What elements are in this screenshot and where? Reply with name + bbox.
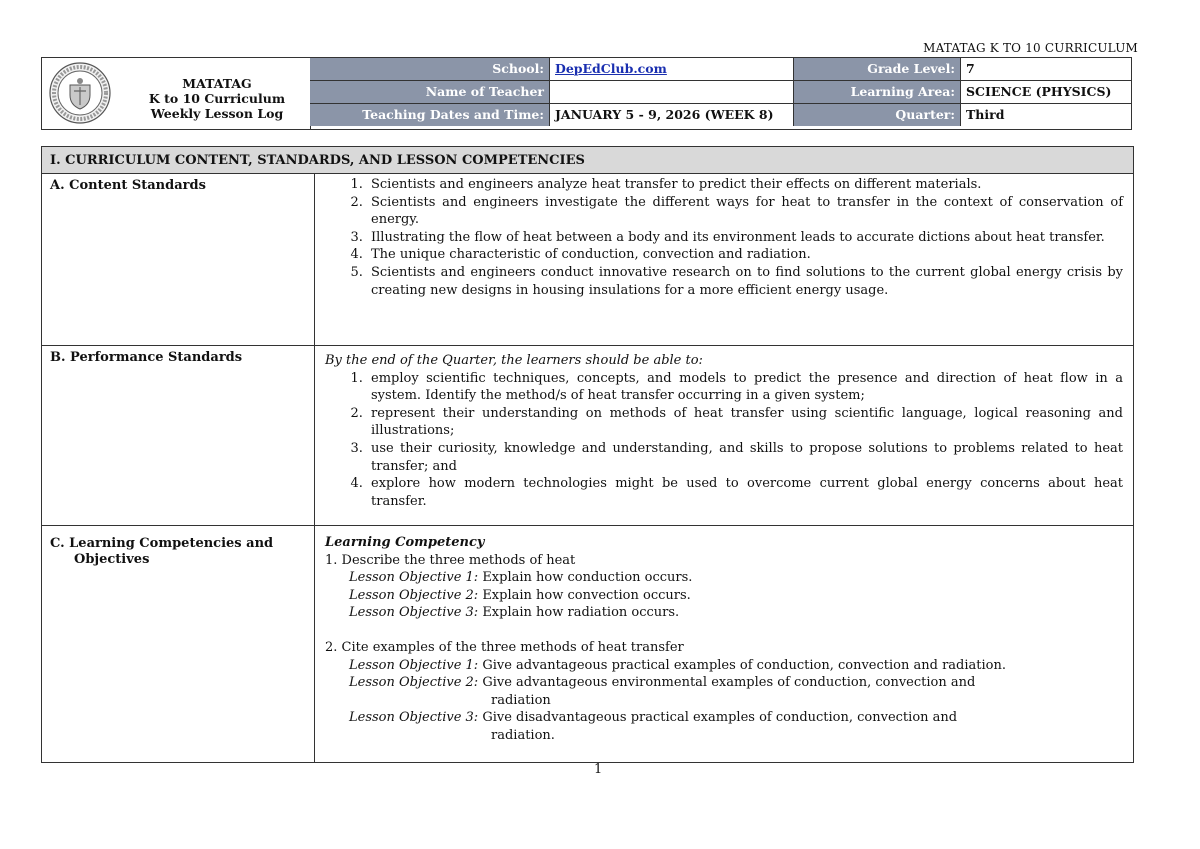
quarter-label: Quarter: xyxy=(794,104,961,126)
lesson-objective: Lesson Objective 3: Explain how radiation occurs. xyxy=(349,605,680,621)
performance-standards-text xyxy=(315,346,1133,525)
lesson-log-title: MATATAG K to 10 Curriculum Weekly Lesson Log xyxy=(148,76,286,121)
competencies-text xyxy=(315,526,1133,762)
performance-intro: By the end of the Quarter, the learners should be able to: xyxy=(325,353,703,368)
list-item: 2. represent their understanding on methods of heat transfer using scientific language, logical reasoning and illustrations; xyxy=(367,405,1123,440)
lesson-log-header-table xyxy=(41,57,1132,130)
list-item: 2. Scientists and engineers investigate the different ways for heat to transfer in the context of conservation of energy. xyxy=(367,194,1123,229)
page-number: 1 xyxy=(594,762,603,777)
quarter-value: Third xyxy=(966,107,1005,122)
grade-level-label: Grade Level: xyxy=(794,58,961,80)
lesson-objective: Lesson Objective 1: Explain how conduction occurs. xyxy=(349,570,693,586)
header-row-school xyxy=(310,58,1131,81)
competency-heading: Learning Competency xyxy=(325,535,485,550)
deped-seal-icon xyxy=(48,61,112,125)
teaching-dates-label: Teaching Dates and Time: xyxy=(310,104,550,126)
school-label: School: xyxy=(310,58,550,80)
school-value[interactable]: DepEdClub.com xyxy=(550,58,794,80)
list-item: 4. The unique characteristic of conduction, convection and radiation. xyxy=(367,246,1123,264)
section-title: I. CURRICULUM CONTENT, STANDARDS, AND LESSON COMPETENCIES xyxy=(42,147,1133,174)
header-row-teacher xyxy=(310,81,1131,104)
lesson-objective: Lesson Objective 3: Give disadvantageous practical examples of conduction, convection and xyxy=(349,710,958,726)
lesson-objective: Lesson Objective 2: Explain how convection occurs. xyxy=(349,587,691,603)
competency-1: 1. Describe the three methods of heat xyxy=(325,552,576,568)
lesson-objective-continuation: radiation. xyxy=(491,727,555,743)
content-standards-row xyxy=(42,174,1133,346)
list-item: 1. employ scientific techniques, concepts, and models to predict the presence and direction of heat flow in a system. Identify the method/s of heat transfer occurring in a given system; xyxy=(367,370,1123,405)
lesson-objective-continuation: radiation xyxy=(491,692,551,708)
performance-standards-label: B. Performance Standards xyxy=(42,346,315,525)
content-standards-text xyxy=(315,174,1133,345)
list-item: 4. explore how modern technologies might be used to overcome current global energy concerns about heat transfer. xyxy=(367,475,1123,510)
learning-area-value: SCIENCE (PHYSICS) xyxy=(966,84,1112,99)
header-row-dates xyxy=(310,104,1131,127)
competencies-label: C. Learning Competencies and Objectives xyxy=(42,526,315,762)
content-standards-list xyxy=(325,176,1123,299)
lesson-objective: Lesson Objective 2: Give advantageous environmental examples of conduction, convection and xyxy=(349,675,976,691)
teacher-value xyxy=(550,81,794,103)
competencies-row xyxy=(42,526,1133,762)
content-standards-label: A. Content Standards xyxy=(42,174,315,345)
performance-standards-list xyxy=(325,370,1123,511)
list-item: 5. Scientists and engineers conduct innovative research on to find solutions to the current global energy crisis by creating new designs in housing insulations for a more efficient energy usage. xyxy=(367,264,1123,299)
grade-level-value: 7 xyxy=(966,61,975,76)
list-item: 3. Illustrating the flow of heat between a body and its environment leads to accurate dictions about heat transfer. xyxy=(367,229,1123,247)
performance-standards-row xyxy=(42,346,1133,526)
teaching-dates-value: JANUARY 5 - 9, 2026 (WEEK 8) xyxy=(550,104,794,126)
curriculum-header: MATATAG K TO 10 CURRICULUM xyxy=(923,41,1138,55)
curriculum-content-table xyxy=(41,146,1134,763)
list-item: 1. Scientists and engineers analyze heat transfer to predict their effects on different materials. xyxy=(367,176,1123,194)
logo-cell xyxy=(42,58,311,129)
lesson-objective: Lesson Objective 1: Give advantageous practical examples of conduction, convection and radiation. xyxy=(349,657,1006,673)
teacher-label: Name of Teacher xyxy=(310,81,550,103)
learning-area-label: Learning Area: xyxy=(794,81,961,103)
list-item: 3. use their curiosity, knowledge and understanding, and skills to propose solutions to problems related to heat transfer; and xyxy=(367,440,1123,475)
competency-2: 2. Cite examples of the three methods of heat transfer xyxy=(325,639,684,655)
